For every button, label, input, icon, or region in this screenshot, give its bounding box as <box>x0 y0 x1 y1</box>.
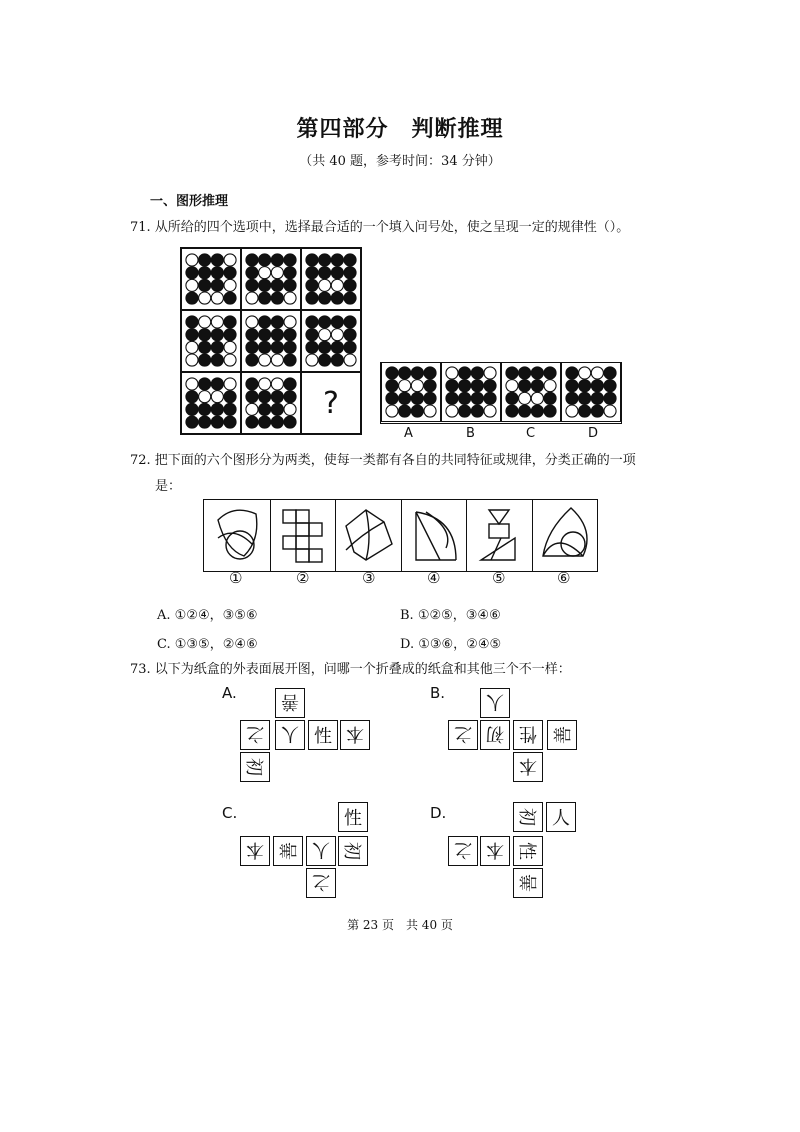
dot <box>284 391 296 403</box>
dot <box>319 267 331 279</box>
dot <box>199 416 211 428</box>
dot <box>484 380 496 392</box>
dot <box>506 367 518 379</box>
dot <box>246 391 258 403</box>
dot <box>604 367 616 379</box>
dot <box>186 329 198 341</box>
dot <box>284 316 296 328</box>
q71-option-box[interactable] <box>441 362 501 422</box>
dot-pattern <box>382 363 440 421</box>
dot-pattern <box>502 363 560 421</box>
dot <box>259 267 271 279</box>
dot <box>259 416 271 428</box>
dot <box>344 341 356 353</box>
dot <box>306 292 318 304</box>
dot <box>319 292 331 304</box>
dot-pattern <box>182 373 240 433</box>
dot <box>271 316 283 328</box>
dot-pattern <box>182 311 240 371</box>
net-d-face-1: 初 <box>513 802 543 832</box>
dot <box>284 416 296 428</box>
dot <box>471 392 483 404</box>
figure-2-drawing <box>271 500 336 571</box>
q72-figure-6 <box>532 500 598 571</box>
dot <box>271 267 283 279</box>
dot <box>271 254 283 266</box>
dot <box>271 391 283 403</box>
dot <box>186 416 198 428</box>
dot <box>186 378 198 390</box>
question-73-text: 73. 以下为纸盒的外表面展开图，问哪一个折叠成的纸盒和其他三个不一样： <box>130 662 571 677</box>
net-b-face-2: 之 <box>448 720 478 750</box>
q72-answer-d[interactable]: D. ①③⑥，②④⑤ <box>400 637 502 652</box>
dot <box>399 405 411 417</box>
dot <box>211 292 223 304</box>
net-d-face-4: 本 <box>480 836 510 866</box>
dot <box>259 292 271 304</box>
dot <box>199 279 211 291</box>
dot <box>544 367 556 379</box>
dot <box>604 392 616 404</box>
dot <box>246 292 258 304</box>
dot <box>306 341 318 353</box>
figure-6-drawing <box>533 500 598 571</box>
dot <box>259 378 271 390</box>
dot <box>186 267 198 279</box>
net-b-face-1: 人 <box>480 688 510 718</box>
dot <box>224 316 236 328</box>
dot <box>506 405 518 417</box>
question-72-text-line2: 是： <box>155 479 182 494</box>
dot <box>211 354 223 366</box>
question-mark: ? <box>323 385 339 421</box>
dot <box>446 405 458 417</box>
dot <box>284 329 296 341</box>
dot <box>459 380 471 392</box>
q72-figure-1 <box>204 500 270 571</box>
net-a-face-3: 人 <box>275 720 305 750</box>
q73-net-d-label: D. <box>430 804 447 822</box>
section-heading: 一、图形推理 <box>150 194 229 209</box>
q72-figure-2 <box>270 500 336 571</box>
dot <box>531 392 543 404</box>
dot <box>246 254 258 266</box>
q71-option-box[interactable] <box>501 362 561 422</box>
dot <box>506 392 518 404</box>
dot <box>259 279 271 291</box>
dot <box>446 380 458 392</box>
dot <box>319 316 331 328</box>
dot <box>306 354 318 366</box>
q72-answer-c[interactable]: C. ①③⑤，②④⑥ <box>157 637 258 652</box>
figure-1-drawing <box>204 500 269 571</box>
dot-pattern <box>182 249 240 309</box>
dot-pattern <box>242 373 300 433</box>
q71-grid-cell <box>181 248 241 310</box>
dot-pattern <box>302 311 360 371</box>
dot <box>331 254 343 266</box>
dot <box>446 392 458 404</box>
dot <box>591 392 603 404</box>
net-c-face-5: 初 <box>338 836 368 866</box>
dot <box>411 380 423 392</box>
dot <box>224 354 236 366</box>
dot <box>544 405 556 417</box>
net-b-face-4: 性 <box>513 720 543 750</box>
dot <box>284 341 296 353</box>
dot <box>186 341 198 353</box>
dot <box>519 405 531 417</box>
dot <box>459 392 471 404</box>
net-b-face-6: 本 <box>513 752 543 782</box>
net-c-face-3: 善 <box>273 836 303 866</box>
dot <box>224 378 236 390</box>
dot <box>331 316 343 328</box>
dot <box>319 341 331 353</box>
dot <box>566 367 578 379</box>
net-a-face-2: 之 <box>240 720 270 750</box>
dot <box>399 367 411 379</box>
dot <box>331 354 343 366</box>
dot <box>271 341 283 353</box>
dot <box>579 405 591 417</box>
dot-pattern <box>442 363 500 421</box>
dot <box>271 354 283 366</box>
net-d-face-2: 人 <box>546 802 576 832</box>
q72-figure-label-5: ⑤ <box>492 569 506 587</box>
q71-question-cell <box>301 372 361 434</box>
dot <box>271 279 283 291</box>
net-d-face-3: 之 <box>448 836 478 866</box>
net-d-face-6: 善 <box>513 868 543 898</box>
dot <box>259 341 271 353</box>
dot <box>246 279 258 291</box>
dot <box>211 341 223 353</box>
dot <box>271 329 283 341</box>
dot <box>319 354 331 366</box>
q72-figures-row <box>203 499 598 572</box>
dot <box>246 329 258 341</box>
dot <box>411 367 423 379</box>
dot <box>246 416 258 428</box>
net-a-face-5: 本 <box>340 720 370 750</box>
dot <box>259 391 271 403</box>
dot <box>604 405 616 417</box>
dot <box>271 416 283 428</box>
dot <box>306 267 318 279</box>
page-title: 第四部分 判断推理 <box>296 116 504 142</box>
figure-4-drawing <box>402 500 467 571</box>
dot <box>331 341 343 353</box>
dot <box>284 254 296 266</box>
page-subtitle: （共 40 题，参考时间：34 分钟） <box>299 154 501 169</box>
dot <box>224 267 236 279</box>
q71-puzzle-grid <box>180 247 362 435</box>
dot <box>186 279 198 291</box>
dot <box>211 416 223 428</box>
dot <box>186 403 198 415</box>
dot <box>271 292 283 304</box>
dot <box>246 267 258 279</box>
dot <box>246 316 258 328</box>
q71-grid-cell <box>181 310 241 372</box>
dot <box>259 316 271 328</box>
dot <box>246 403 258 415</box>
dot <box>199 329 211 341</box>
dot <box>566 380 578 392</box>
net-b-face-5: 善 <box>547 720 577 750</box>
q71-grid-cell <box>241 372 301 434</box>
dot <box>186 316 198 328</box>
q72-figure-4 <box>401 500 467 571</box>
dot <box>591 380 603 392</box>
dot <box>306 316 318 328</box>
dot <box>344 254 356 266</box>
dot <box>199 354 211 366</box>
dot <box>259 254 271 266</box>
dot <box>284 403 296 415</box>
dot <box>579 392 591 404</box>
dot <box>224 279 236 291</box>
q72-figure-5 <box>466 500 532 571</box>
dot <box>186 354 198 366</box>
dot <box>459 367 471 379</box>
dot <box>424 405 436 417</box>
dot <box>591 367 603 379</box>
dot <box>331 267 343 279</box>
dot <box>344 292 356 304</box>
dot <box>471 367 483 379</box>
q71-option-box[interactable] <box>381 362 441 422</box>
net-c-face-6: 之 <box>306 868 336 898</box>
dot <box>399 392 411 404</box>
dot <box>344 279 356 291</box>
dot <box>386 380 398 392</box>
dot <box>484 367 496 379</box>
dot <box>531 367 543 379</box>
dot <box>566 392 578 404</box>
dot <box>459 405 471 417</box>
dot <box>199 341 211 353</box>
dot <box>199 403 211 415</box>
q72-figure-label-3: ③ <box>362 569 376 587</box>
dot <box>319 329 331 341</box>
dot <box>246 341 258 353</box>
dot <box>246 378 258 390</box>
net-b-face-3: 初 <box>480 720 510 750</box>
q72-figure-label-4: ④ <box>427 569 441 587</box>
dot <box>399 380 411 392</box>
dot <box>224 416 236 428</box>
dot <box>386 405 398 417</box>
dot <box>284 267 296 279</box>
net-a-face-4: 性 <box>308 720 338 750</box>
dot <box>224 391 236 403</box>
dot <box>211 316 223 328</box>
dot <box>424 392 436 404</box>
dot <box>211 378 223 390</box>
dot <box>284 354 296 366</box>
dot-pattern <box>242 249 300 309</box>
dot <box>211 403 223 415</box>
dot <box>199 254 211 266</box>
net-d-face-5: 性 <box>513 836 543 866</box>
dot <box>224 403 236 415</box>
dot <box>246 354 258 366</box>
dot <box>471 380 483 392</box>
q72-answer-b[interactable]: B. ①②⑤，③④⑥ <box>400 608 501 623</box>
net-a-face-6: 初 <box>240 752 270 782</box>
q71-grid-cell <box>241 310 301 372</box>
dot <box>224 329 236 341</box>
dot <box>591 405 603 417</box>
dot <box>211 329 223 341</box>
q72-figure-3 <box>335 500 401 571</box>
dot <box>306 279 318 291</box>
dot <box>604 380 616 392</box>
dot <box>544 380 556 392</box>
page-footer: 第 23 页 共 40 页 <box>347 918 453 932</box>
dot <box>186 292 198 304</box>
dot <box>319 279 331 291</box>
dot <box>284 378 296 390</box>
dot <box>211 279 223 291</box>
q71-grid-cell <box>301 248 361 310</box>
dot <box>199 391 211 403</box>
q71-option-label-c: C <box>526 426 536 441</box>
dot <box>579 367 591 379</box>
q72-answer-a[interactable]: A. ①②④，③⑤⑥ <box>157 608 258 623</box>
dot <box>259 329 271 341</box>
net-a-face-1: 善 <box>275 688 305 718</box>
dot <box>271 378 283 390</box>
dot <box>199 378 211 390</box>
dot <box>306 329 318 341</box>
dot <box>544 392 556 404</box>
dot <box>344 267 356 279</box>
q73-net-a-label: A. <box>222 684 237 702</box>
dot <box>211 254 223 266</box>
q71-options-row <box>380 362 622 424</box>
dot <box>331 279 343 291</box>
net-c-face-4: 人 <box>306 836 336 866</box>
q72-figure-label-2: ② <box>296 569 310 587</box>
dot <box>566 405 578 417</box>
dot <box>386 392 398 404</box>
q73-net-c-label: C. <box>222 804 238 822</box>
dot <box>424 380 436 392</box>
dot <box>199 292 211 304</box>
dot <box>424 367 436 379</box>
dot <box>199 316 211 328</box>
dot <box>284 279 296 291</box>
dot <box>331 292 343 304</box>
dot <box>199 267 211 279</box>
dot <box>531 405 543 417</box>
dot <box>344 316 356 328</box>
q71-option-box[interactable] <box>561 362 621 422</box>
dot-pattern <box>562 363 620 421</box>
dot <box>319 254 331 266</box>
q71-grid-cell <box>301 310 361 372</box>
q71-option-label-a: A <box>404 426 413 441</box>
dot <box>306 254 318 266</box>
dot <box>211 391 223 403</box>
dot <box>386 367 398 379</box>
q71-grid-cell <box>241 248 301 310</box>
dot <box>519 392 531 404</box>
q71-grid-cell <box>181 372 241 434</box>
dot <box>186 391 198 403</box>
figure-3-drawing <box>336 500 401 571</box>
dot <box>271 403 283 415</box>
dot <box>519 367 531 379</box>
dot <box>519 380 531 392</box>
dot <box>224 292 236 304</box>
dot <box>344 354 356 366</box>
dot <box>259 403 271 415</box>
dot <box>531 380 543 392</box>
dot-pattern <box>242 311 300 371</box>
dot <box>446 367 458 379</box>
q71-option-label-d: D <box>588 426 599 441</box>
net-c-face-1: 性 <box>338 802 368 832</box>
dot <box>331 329 343 341</box>
dot <box>506 380 518 392</box>
dot <box>484 405 496 417</box>
dot <box>224 254 236 266</box>
q72-figure-label-1: ① <box>229 569 243 587</box>
dot <box>411 405 423 417</box>
dot <box>284 292 296 304</box>
dot-pattern <box>302 249 360 309</box>
net-c-face-2: 本 <box>240 836 270 866</box>
figure-5-drawing <box>467 500 532 571</box>
q71-option-label-b: B <box>466 426 475 441</box>
dot <box>484 392 496 404</box>
dot <box>411 392 423 404</box>
dot <box>344 329 356 341</box>
dot <box>471 405 483 417</box>
q72-figure-label-6: ⑥ <box>557 569 571 587</box>
dot <box>211 267 223 279</box>
question-72-text-line1: 72. 把下面的六个图形分为两类，使每一类都有各自的共同特征或规律，分类正确的一项 <box>130 453 636 468</box>
q73-net-b-label: B. <box>430 684 446 702</box>
dot <box>186 254 198 266</box>
question-71-text: 71. 从所给的四个选项中，选择最合适的一个填入问号处，使之呈现一定的规律性（）。 <box>130 220 630 235</box>
dot <box>224 341 236 353</box>
dot <box>259 354 271 366</box>
dot <box>579 380 591 392</box>
